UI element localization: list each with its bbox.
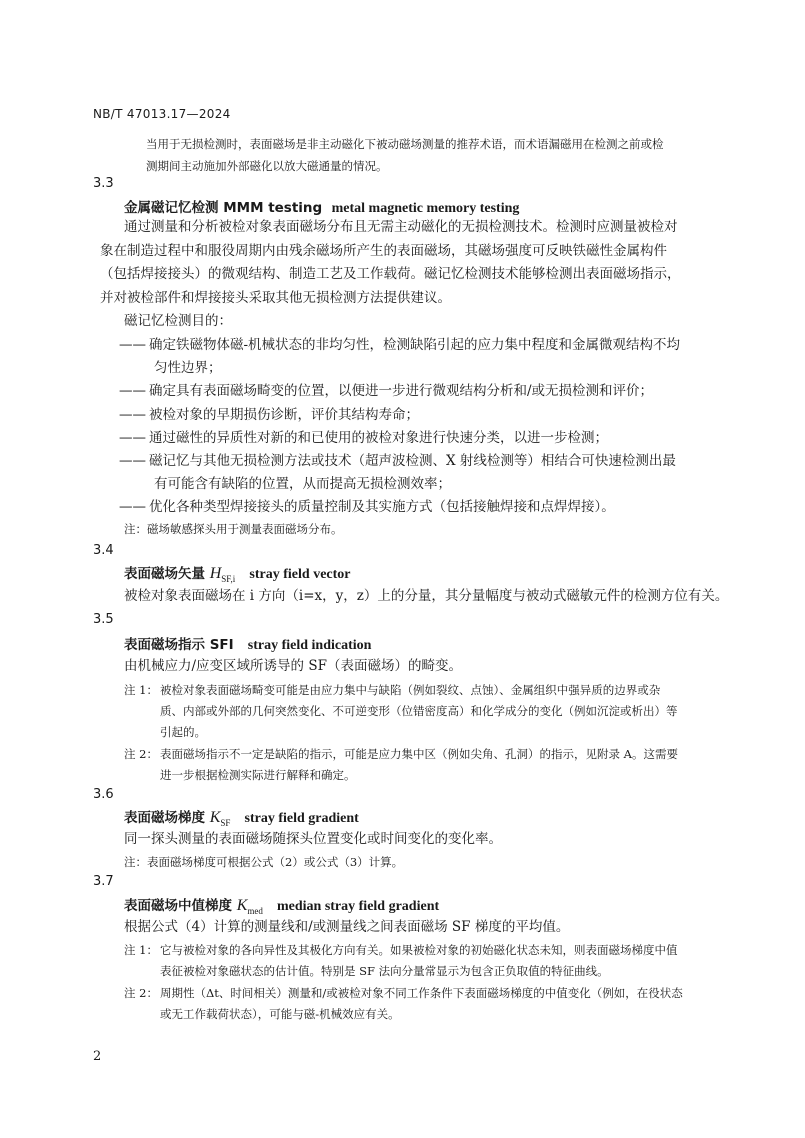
intro-note-line-1: 当用于无损检测时，表面磁场是非主动磁化下被动磁场测量的推荐术语，而术语漏磁用在检测之前或检 <box>146 137 664 151</box>
note-label: 注 2： <box>124 986 158 1000</box>
term-en: stray field vector <box>249 567 351 582</box>
term-en: median stray field gradient <box>276 899 440 914</box>
note-1-cont: 引起的。 <box>160 725 206 739</box>
term-cn: 表面磁场梯度 <box>124 810 205 826</box>
purpose-text: 被检对象的早期损伤诊断，评价其结构寿命； <box>149 407 419 423</box>
purpose-text: 通过磁性的异质性对新的和已使用的被检对象进行快速分类，以进一步检测； <box>149 430 608 446</box>
note-text: 周期性（Δt、时间相关）测量和/或被检对象不同工作条件下表面磁场梯度的中值变化（例如，在役状态 <box>160 986 683 1000</box>
purpose-text: 磁记忆与其他无损检测方法或技术（超声波检测、X 射线检测等）相结合可快速检测出最 <box>149 453 676 469</box>
purpose-item-5-cont: 有可能含有缺陷的位置，从而提高无损检测效率； <box>154 476 451 492</box>
section-3-7-number: 3.7 <box>93 874 114 889</box>
purpose-item-1-cont: 匀性边界； <box>154 360 222 376</box>
term-cn: 表面磁场中值梯度 <box>124 898 232 914</box>
purpose-title: 磁记忆检测目的： <box>124 313 232 329</box>
section-3-3-term <box>124 196 519 217</box>
para-line: 并对被检部件和焊接接头采取其他无损检测方法提供建议。 <box>100 289 451 306</box>
dash: —— <box>119 499 146 515</box>
purpose-item-5 <box>119 450 735 474</box>
dash: —— <box>119 383 146 399</box>
para-line: （包括焊接接头）的微观结构、制造工艺及工作载荷。磁记忆检测技术能够检测出表面磁场指示， <box>100 266 681 282</box>
term-cn: 金属磁记忆检测 MMM testing <box>124 200 323 216</box>
intro-note-line-2: 测期间主动施加外部磁化以放大磁通量的情况。 <box>146 159 388 173</box>
section-3-5-term <box>124 633 371 654</box>
section-3-7-paragraph: 根据公式（4）计算的测量线和/或测量线之间表面磁场 SF 梯度的平均值。 <box>124 919 570 935</box>
purpose-item-2 <box>119 380 735 404</box>
symbol-h: $H_{SF,i}$ <box>209 565 236 585</box>
section-3-6-note: 注：表面磁场梯度可根据公式（2）或公式（3）计算。 <box>124 855 404 869</box>
section-3-7-term <box>124 894 439 916</box>
dash: —— <box>119 337 146 353</box>
section-3-3-number: 3.3 <box>93 176 114 191</box>
section-3-3-note: 注：磁场敏感探头用于测量表面磁场分布。 <box>124 522 343 536</box>
term-en: stray field gradient <box>244 811 359 826</box>
para-line: 象在制造过程中和服役周期内由残余磁场所产生的表面磁场，其磁场强度可反映铁磁性金属构件 <box>100 242 667 259</box>
purpose-text: 确定具有表面磁场畸变的位置，以便进一步进行微观结构分析和/或无损检测和评价； <box>149 383 654 399</box>
section-3-5-number: 3.5 <box>93 612 114 627</box>
note-text: 它与被检对象的各向异性及其极化方向有关。如果被检对象的初始磁化状态未知，则表面磁场梯度中值 <box>160 943 678 957</box>
symbol-kmed: $K_{med}$ <box>236 897 263 917</box>
term-en: stray field indication <box>247 638 372 653</box>
purpose-item-6 <box>119 496 735 520</box>
section-3-4-term <box>124 562 351 584</box>
section-3-5-note-1 <box>124 679 740 701</box>
symbol-k: $K_{SF}$ <box>209 809 231 829</box>
term-en: metal magnetic memory testing <box>331 201 520 216</box>
purpose-item-4 <box>119 427 735 451</box>
purpose-text: 优化各种类型焊接接头的质量控制及其实施方式（包括接触焊接和点焊焊接）。 <box>149 499 615 515</box>
section-3-6-term <box>124 806 359 828</box>
section-3-3-paragraph <box>100 216 740 310</box>
note-label: 注 1： <box>124 683 158 697</box>
note-1-cont: 表征被检对象磁状态的估计值。特别是 SF 法向分量常显示为包含正负取值的特征曲线。 <box>160 964 609 978</box>
section-3-4-number: 3.4 <box>93 543 114 558</box>
note-text: 被检对象表面磁场畸变可能是由应力集中与缺陷（例如裂纹、点蚀）、金属组织中强异质的边界或杂 <box>160 683 661 697</box>
note-text: 表面磁场指示不一定是缺陷的指示，可能是应力集中区（例如尖角、孔洞）的指示，见附录 A。这需要 <box>160 747 678 761</box>
purpose-text: 确定铁磁物体磁-机械状态的非均匀性，检测缺陷引起的应力集中程度和金属微观结构不均 <box>149 337 681 353</box>
page-number: 2 <box>93 1049 102 1064</box>
section-3-5-paragraph: 由机械应力/应变区域所诱导的 SF（表面磁场）的畸变。 <box>124 658 462 674</box>
dash: —— <box>119 453 146 469</box>
purpose-item-1 <box>119 334 735 358</box>
dash: —— <box>119 407 146 423</box>
section-3-5-note-2 <box>124 743 740 765</box>
note-label: 注 2： <box>124 747 158 761</box>
term-cn: 表面磁场指示 SFI <box>124 637 234 653</box>
section-3-6-paragraph: 同一探头测量的表面磁场随探头位置变化或时间变化的变化率。 <box>124 831 502 847</box>
note-label: 注 1： <box>124 943 158 957</box>
note-2-cont: 或无工作载荷状态），可能与磁-机械效应有关。 <box>160 1007 400 1021</box>
term-cn: 表面磁场矢量 <box>124 566 205 582</box>
section-3-6-number: 3.6 <box>93 787 114 802</box>
section-3-7-note-1 <box>124 939 740 961</box>
purpose-item-3 <box>119 404 735 428</box>
dash: —— <box>119 430 146 446</box>
section-3-7-note-2 <box>124 982 740 1004</box>
standard-header: NB/T 47013.17—2024 <box>93 107 231 121</box>
note-1-cont: 质、内部或外部的几何突然变化、不可逆变形（位错密度高）和化学成分的变化（例如沉淀或析出）等 <box>160 704 678 718</box>
para-line: 通过测量和分析被检对象表面磁场分布且无需主动磁化的无损检测技术。检测时应测量被检对 <box>124 219 678 235</box>
section-3-4-paragraph: 被检对象表面磁场在 i 方向（i=x，y，z）上的分量，其分量幅度与被动式磁敏元件的检测方位有关。 <box>124 588 729 604</box>
note-2-cont: 进一步根据检测实际进行解释和确定。 <box>160 768 356 782</box>
